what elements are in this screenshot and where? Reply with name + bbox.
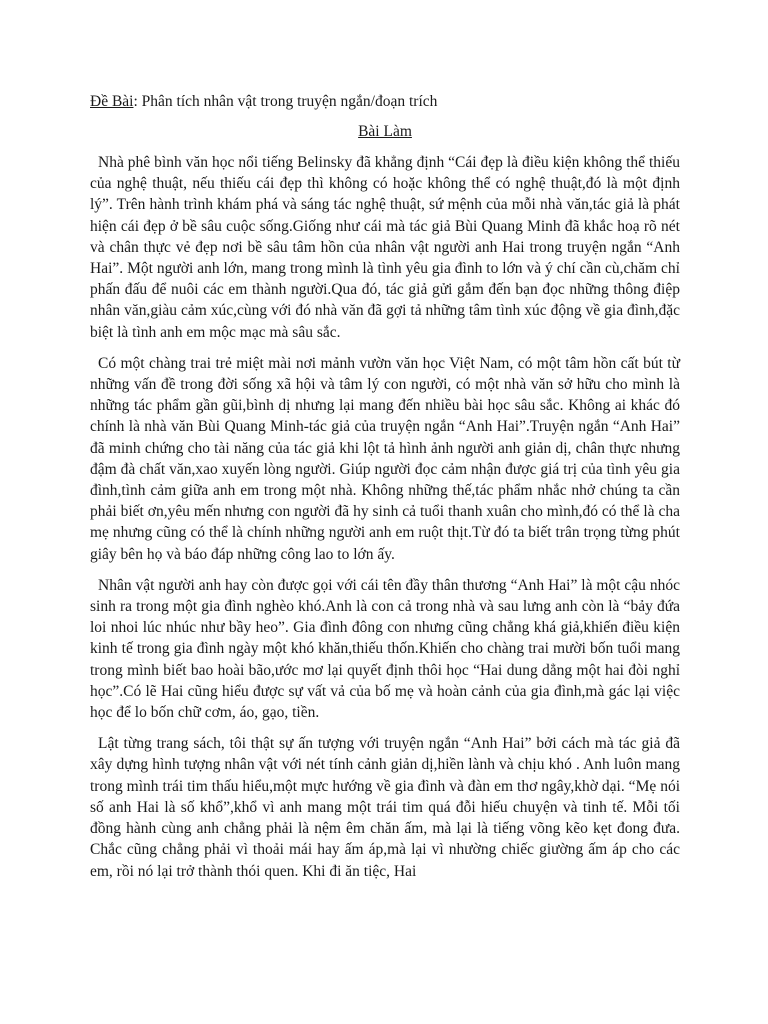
assignment-text: Phân tích nhân vật trong truyện ngắn/đoạn trích (137, 93, 438, 110)
essay-paragraph-2: Có một chàng trai trẻ miệt mài nơi mảnh vườn văn học Việt Nam, có một tâm hồn cất bút từ những vấn đề trong đời sống xã hội và tâm lý con người, có một nhà văn sở hữu cho mình là những tác phẩm gần gũi,bình dị nhưng lại mang đến nhiều bài học sâu sắc. Không ai khác đó chính là nhà văn Bùi Quang Minh-tác giả của truyện ngắn “Anh Hai”.Truyện ngắn “Anh Hai” đã minh chứng cho tài năng của tác giả khi lột tả hình ảnh người anh giản dị, chân thực nhưng đậm đà chất văn,xao xuyến lòng người. Giúp người đọc cảm nhận được giá trị của tình yêu gia đình,tình cảm giữa anh em trong một nhà. Không những thế,tác phẩm nhắc nhở chúng ta cần phải biết ơn,yêu mến nhưng con người đã hy sinh cả tuổi thanh xuân cho mình,đó có thể là cha mẹ nhưng cũng có thể là chính những người anh em ruột thịt.Từ đó ta biết trân trọng từng phút giây bên họ và báo đáp những công lao to lớn ấy. (90, 354, 680, 563)
document-page (90, 92, 680, 882)
essay-paragraph-1: Nhà phê bình văn học nổi tiếng Belinsky đã khẳng định “Cái đẹp là điều kiện không thể thiếu của nghệ thuật, nếu thiếu cái đẹp thì không có hoặc không thể có nghệ thuật,đó là một định lý”. Trên hành trình khám phá và sáng tác nghệ thuật, sứ mệnh của mỗi nhà văn,tác giả là phát hiện cái đẹp ở bề sâu cuộc sống.Giống như cái mà tác giả Bùi Quang Minh đã khắc hoạ rõ nét và chân thực vẻ đẹp nơi bề sâu tâm hồn của nhân vật người anh Hai trong truyện ngắn “Anh Hai”. Một người anh lớn, mang trong mình là tình yêu gia đình to lớn và ý chí cần cù,chăm chỉ phấn đấu để nuôi các em thành người.Qua đó, tác giả gửi gắm đến bạn đọc những thông điệp nhân văn,giàu cảm xúc,cùng với đó nhà văn đã gợi tả những tâm tình xúc động về gia đình,đặc biệt là tình anh em mộc mạc mà sâu sắc. (90, 154, 680, 341)
essay-subtitle (90, 122, 680, 142)
essay-paragraph-3: Nhân vật người anh hay còn được gọi với cái tên đầy thân thương “Anh Hai” là một cậu nhóc sinh ra trong một gia đình nghèo khó.Anh là con cả trong nhà và sau lưng anh còn là “bảy đứa loi nhoi lúc nhúc như bầy heo”. Gia đình đông con nhưng cũng chẳng khá giả,khiến điều kiện kinh tế trong gia đình ngày một khó khăn,thiếu thốn.Khiến cho chàng trai mười bốn tuổi mang trong mình biết bao hoài bão,ước mơ lại quyết định thôi học “Hai dung dẳng một hai đòi nghỉ học”.Có lẽ Hai cũng hiểu được sự vất vả của bố mẹ và hoàn cảnh của gia đình,mà gác lại việc học để lo bốn chữ cơm, áo, gạo, tiền. (90, 576, 680, 722)
assignment-label: Đề Bài (90, 93, 134, 110)
essay-subtitle-text: Bài Làm (358, 123, 412, 140)
assignment-colon: : (133, 93, 138, 110)
essay-paragraph-4: Lật từng trang sách, tôi thật sự ấn tượng với truyện ngắn “Anh Hai” bởi cách mà tác giả đã xây dựng hình tượng nhân vật với nét tính cảnh giản dị,hiền lành và chịu khó . Anh luôn mang trong mình trái tim thấu hiểu,một mực hướng về gia đình và đàn em thơ ngây,khờ dại. “Mẹ nói số anh Hai là số khổ”,khổ vì anh mang một trái tim quá đỗi hiếu chuyện và tinh tế. Mỗi tối đồng hành cùng anh chẳng phải là nệm êm chăn ấm, mà lại là tiếng võng kẽo kẹt đong đưa. Chắc cũng chẳng phải vì thoải mái hay ấm áp,mà lại vì nhường chiếc giường ấm áp cho các em, rồi nó lại trở thành thói quen. Khi đi ăn tiệc, Hai (90, 735, 680, 880)
assignment-heading (90, 92, 680, 112)
